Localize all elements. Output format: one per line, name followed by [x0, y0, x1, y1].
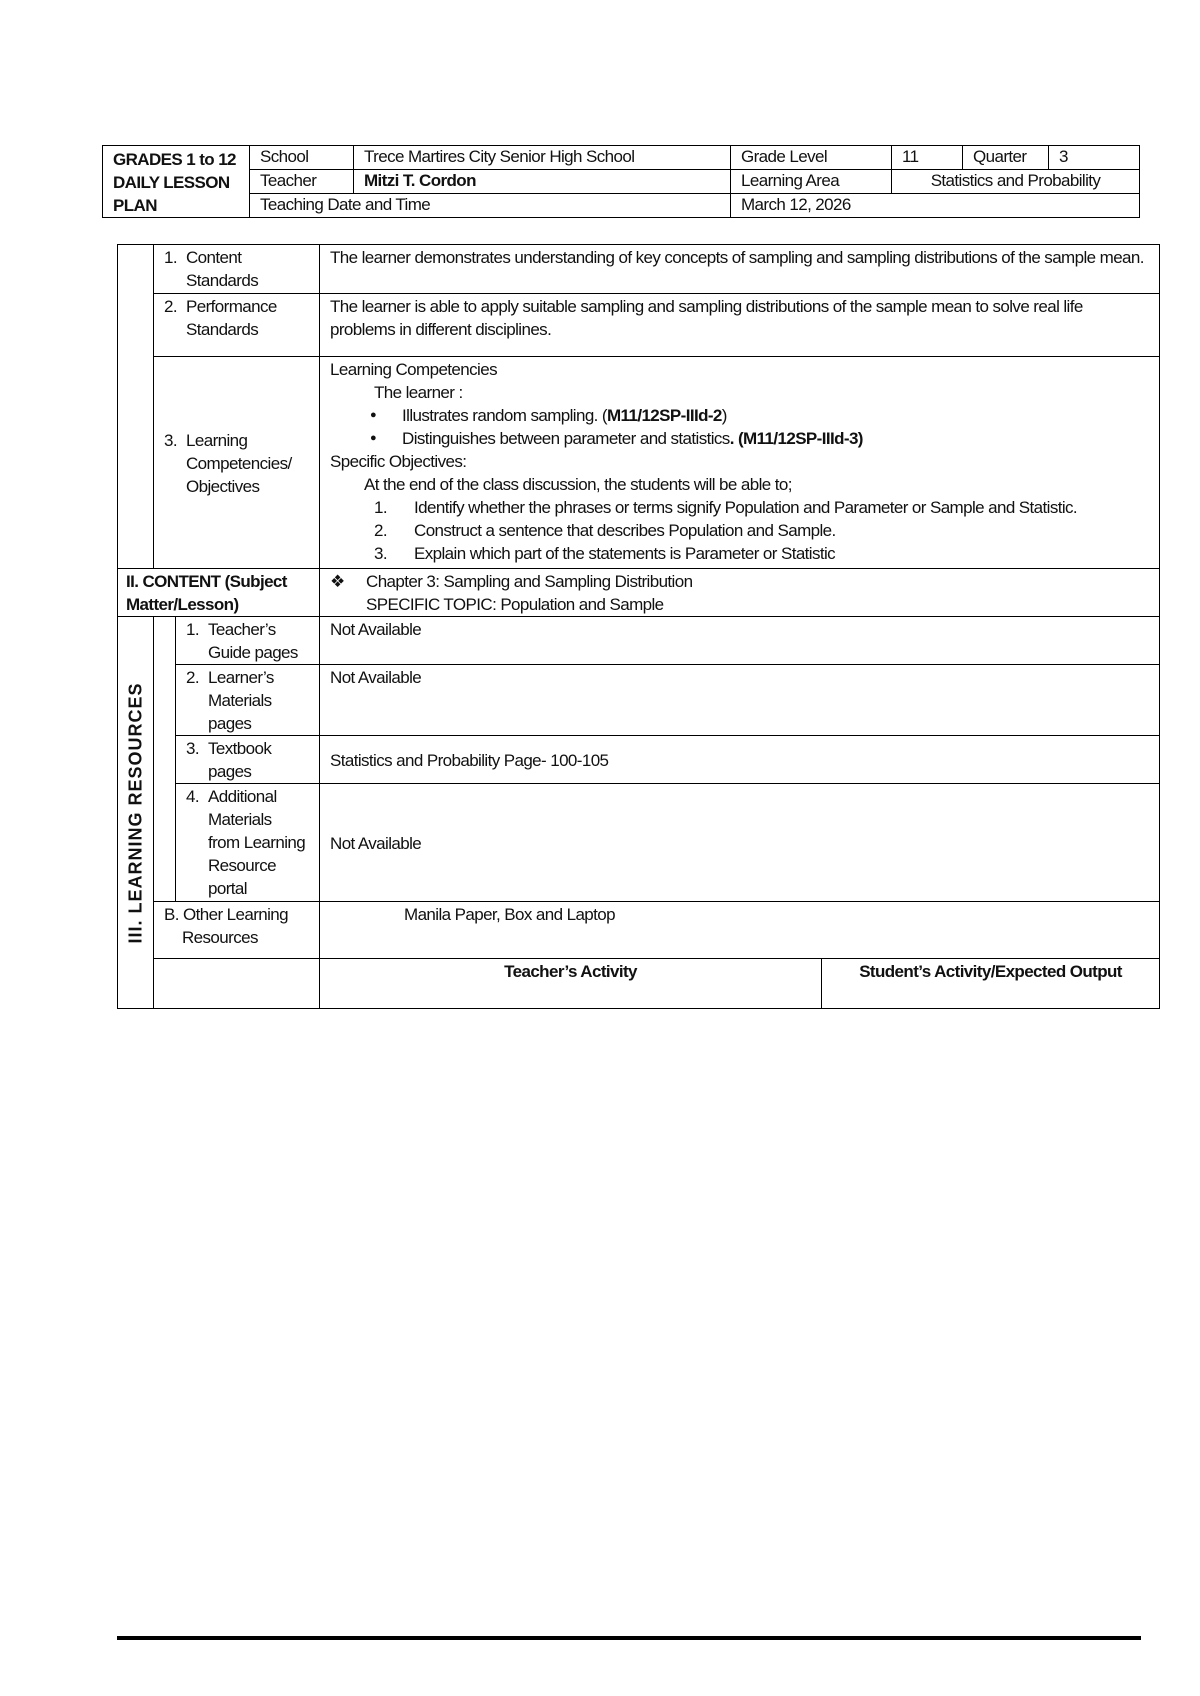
school-label: School — [250, 146, 354, 170]
learning-resources-vertical-label: III. LEARNING RESOURCES — [125, 681, 145, 944]
so-intro: At the end of the class discussion, the students will be able to; — [364, 475, 792, 494]
diamond-bullet-icon: ❖ — [330, 572, 345, 591]
header-table — [102, 145, 1140, 218]
resource-label-2: 2. Learner’s Materials pages — [176, 665, 320, 736]
area-value: Statistics and Probability — [892, 170, 1140, 194]
teacher-value: Mitzi T. Cordon — [354, 170, 731, 194]
chapter-title: Chapter 3: Sampling and Sampling Distribution — [366, 572, 693, 591]
learning-competencies-text — [320, 357, 1160, 569]
resource-value-2: Not Available — [320, 665, 1160, 736]
learning-resources-side — [118, 617, 154, 1009]
resources-sub-side — [154, 617, 176, 902]
list-item: 2. Construct a sentence that describes Population and Sample. — [374, 521, 836, 540]
performance-standards-label: 2. Performance Standards — [154, 294, 320, 357]
list-item: ● Illustrates random sampling. (M11/12SP-IIId-2) — [370, 404, 1149, 427]
list-item: 1. Identify whether the phrases or terms signify Population and Parameter or Sample and Statistic. — [374, 498, 1078, 517]
grade-value: 11 — [892, 146, 963, 170]
teacher-activity-header: Teacher’s Activity — [320, 959, 822, 1009]
student-activity-header: Student’s Activity/Expected Output — [822, 959, 1160, 1009]
so-heading: Specific Objectives: — [330, 452, 467, 471]
learning-competencies-label: 3. Learning Competencies/ Objectives — [154, 357, 320, 569]
other-resources-label: B. Other Learning Resources — [154, 902, 320, 959]
quarter-label: Quarter — [963, 146, 1049, 170]
content-text — [320, 569, 1160, 617]
grade-label: Grade Level — [731, 146, 892, 170]
lc-intro: The learner : — [374, 383, 463, 402]
resource-value-1: Not Available — [320, 617, 1160, 665]
area-label: Learning Area — [731, 170, 892, 194]
content-label: II. CONTENT (Subject Matter/Lesson) — [118, 569, 320, 617]
plan-title-text: GRADES 1 to 12 DAILY LESSON PLAN — [113, 150, 236, 215]
date-label: Teaching Date and Time — [250, 194, 731, 218]
teacher-label: Teacher — [250, 170, 354, 194]
resource-label-1: 1. Teacher’s Guide pages — [176, 617, 320, 665]
lc-heading: Learning Competencies — [330, 360, 497, 379]
resource-value-3: Statistics and Probability Page- 100-105 — [320, 736, 1160, 784]
performance-standards-text: The learner is able to apply suitable sampling and sampling distributions of the sample mean to solve real life problems in different disciplines. — [320, 294, 1160, 357]
plan-title — [103, 146, 250, 218]
lc-list — [330, 404, 1149, 450]
specific-topic: SPECIFIC TOPIC: Population and Sample — [366, 595, 664, 614]
so-list — [330, 496, 1149, 565]
other-resources-value: Manila Paper, Box and Laptop — [320, 902, 1160, 959]
school-value: Trece Martires City Senior High School — [354, 146, 731, 170]
footer-divider — [117, 1636, 1141, 1640]
date-value: March 12, 2026 — [731, 194, 1140, 218]
resource-label-4: 4. Additional Materials from Learning Resource portal — [176, 784, 320, 902]
list-item: 3. Explain which part of the statements is Parameter or Statistic — [374, 544, 836, 563]
list-item: ● Distinguishes between parameter and statistics. (M11/12SP-IIId-3) — [370, 427, 1149, 450]
content-standards-text: The learner demonstrates understanding of key concepts of sampling and sampling distributions of the sample mean. — [320, 245, 1160, 294]
lesson-plan-table — [117, 244, 1160, 1009]
activity-empty-cell — [154, 959, 320, 1009]
resource-value-4: Not Available — [320, 784, 1160, 902]
quarter-value: 3 — [1049, 146, 1140, 170]
content-standards-label: 1. Content Standards — [154, 245, 320, 294]
objectives-side-cell — [118, 245, 154, 569]
resource-label-3: 3. Textbook pages — [176, 736, 320, 784]
